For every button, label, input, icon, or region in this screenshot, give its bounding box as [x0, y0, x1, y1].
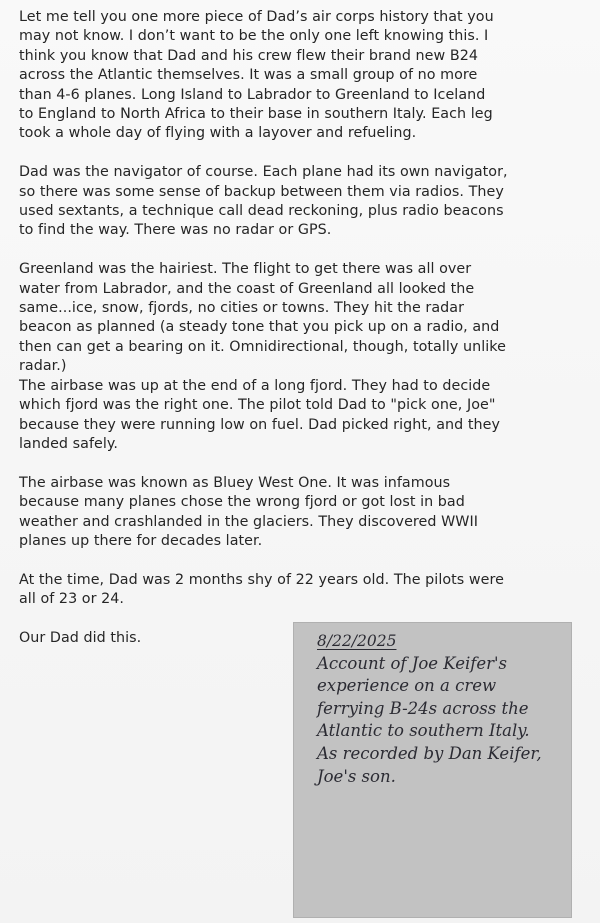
note-line: ferrying B-24s across the	[317, 698, 529, 718]
text-line: Our Dad did this.	[19, 629, 142, 646]
text-line: landed safely.	[19, 435, 118, 452]
text-line: The airbase was up at the end of a long fjord. They had to decide	[19, 377, 491, 394]
text-line: weather and crashlanded in the glaciers. They discovered WWII	[19, 513, 478, 530]
paragraph-navigator	[19, 163, 575, 241]
text-line: radar.)	[19, 358, 67, 375]
text-line: At the time, Dad was 2 months shy of 22 years old. The pilots were	[19, 571, 504, 588]
note-line: Joe's son.	[317, 766, 396, 786]
note-date: 8/22/2025	[317, 632, 397, 650]
note-line: As recorded by Dan Keifer,	[317, 743, 542, 763]
letter-body	[19, 8, 575, 668]
paragraph-greenland	[19, 260, 575, 376]
text-line: beacon as planned (a steady tone that you pick up on a radio, and	[19, 319, 500, 336]
paragraph-ages	[19, 571, 575, 610]
text-line: planes up there for decades later.	[19, 532, 263, 549]
text-line: across the Atlantic themselves. It was a small group of no more	[19, 67, 478, 84]
text-line: to find the way. There was no radar or GPS.	[19, 222, 332, 239]
text-line: same...ice, snow, fjords, no cities or towns. They hit the radar	[19, 300, 465, 317]
text-line: because they were running low on fuel. Dad picked right, and they	[19, 416, 500, 433]
paragraph-atlantic-crossing	[19, 8, 575, 144]
text-line: took a whole day of flying with a layover and refueling.	[19, 125, 417, 142]
note-line: experience on a crew	[317, 676, 497, 696]
text-line: than 4-6 planes. Long Island to Labrador to Greenland to Iceland	[19, 86, 486, 103]
handwritten-note	[317, 630, 567, 788]
sticky-note	[293, 622, 572, 918]
text-line: to England to North Africa to their base in southern Italy. Each leg	[19, 106, 493, 123]
text-line: because many planes chose the wrong fjord or got lost in bad	[19, 494, 465, 511]
text-line: Dad was the navigator of course. Each plane had its own navigator,	[19, 164, 508, 181]
text-line: The airbase was known as Bluey West One. It was infamous	[19, 474, 451, 491]
text-line: used sextants, a technique call dead reckoning, plus radio beacons	[19, 203, 504, 220]
text-line: may not know. I don’t want to be the only one left knowing this. I	[19, 28, 489, 45]
text-line: so there was some sense of backup between them via radios. They	[19, 183, 504, 200]
note-line: Account of Joe Keifer's	[317, 653, 507, 673]
text-line: Let me tell you one more piece of Dad’s air corps history that you	[19, 9, 494, 25]
text-line: water from Labrador, and the coast of Greenland all looked the	[19, 280, 475, 297]
note-line: Atlantic to southern Italy.	[317, 721, 530, 741]
text-line: all of 23 or 24.	[19, 591, 125, 608]
paragraph-fjord	[19, 377, 575, 455]
paragraph-bluey-west-one	[19, 474, 575, 552]
text-line: which fjord was the right one. The pilot told Dad to "pick one, Joe"	[19, 397, 496, 414]
text-line: then can get a bearing on it. Omnidirectional, though, totally unlike	[19, 338, 506, 355]
text-line: Greenland was the hairiest. The flight to get there was all over	[19, 261, 472, 278]
text-line: think you know that Dad and his crew flew their brand new B24	[19, 47, 478, 64]
